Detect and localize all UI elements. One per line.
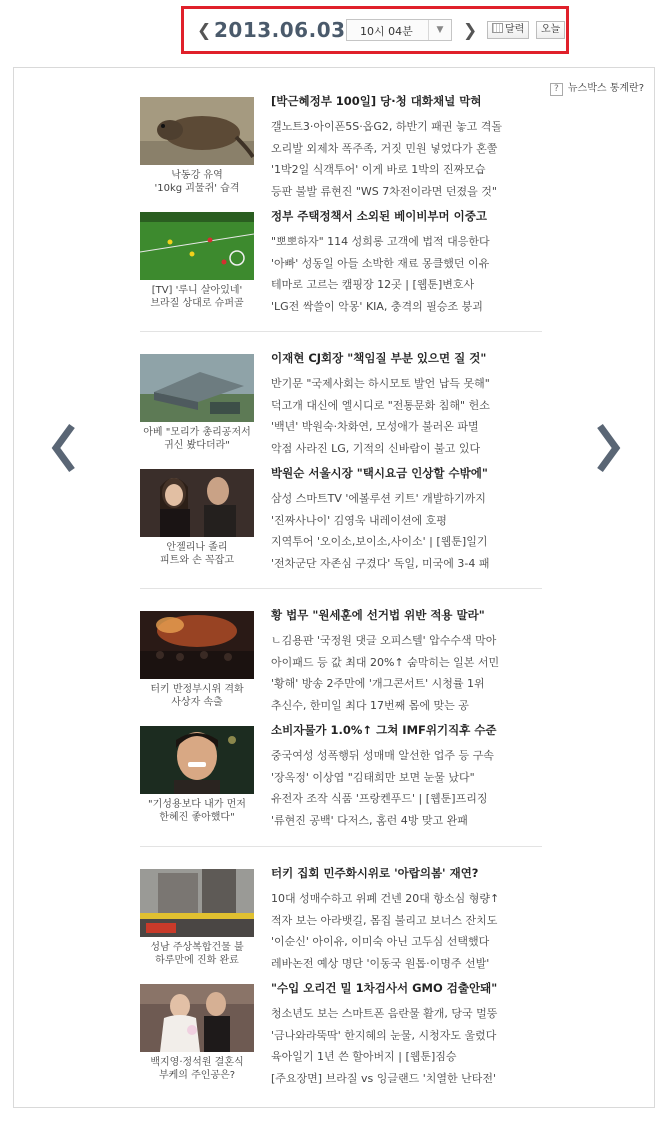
news-link-list	[271, 1003, 546, 1089]
news-link[interactable]: 청소년도 보는 스마트폰 음란물 활개, 당국 멀뚱	[271, 1007, 498, 1020]
news-link[interactable]: 덕고개 대신에 엘시디로 "전통문화 침해" 헌소	[271, 398, 490, 412]
time-select-value: 10시 04분	[360, 25, 413, 38]
stats-help-label: 뉴스박스 통계란?	[567, 83, 644, 94]
headline-link[interactable]: "수입 오리건 밀 1차검사서 GMO 검출안돼"	[271, 981, 498, 995]
news-link[interactable]: 레바논전 예상 명단 '이동국 원톱·이명주 선발'	[271, 956, 490, 970]
thumb-caption[interactable]: 백지영·정석원 결혼식 부케의 주인공은?	[150, 1057, 244, 1081]
chevron-down-icon[interactable]: ▼	[428, 20, 451, 40]
thumb-caption[interactable]: 안젤리나 졸리 피트와 손 꼭잡고	[160, 542, 234, 566]
news-link[interactable]: '백년' 박원숙·차화연, 모성애가 불러온 파멸	[271, 420, 479, 433]
news-link-list	[271, 888, 546, 974]
headline-link[interactable]: [박근혜정부 100일] 당·청 대화채널 막혀	[271, 94, 482, 108]
news-link[interactable]: 삼성 스마트TV '에볼루션 키트' 개발하기까지	[271, 492, 486, 505]
thumb-caption[interactable]: 낙동강 유역 '10kg 괴물쥐' 습격	[154, 170, 240, 194]
news-link[interactable]: 추신수, 한미일 최다 17번째 몸에 맞는 공	[271, 698, 469, 712]
headline-link[interactable]: 박원순 서울시장 "택시요금 인상할 수밖에"	[271, 466, 488, 480]
news-link[interactable]: "뽀뽀하자" 114 성희롱 고객에 법적 대응한다	[271, 235, 490, 248]
news-link[interactable]: 육아일기 1년 쓴 할아버지 | [웹툰]짐승	[271, 1050, 457, 1063]
news-item	[140, 608, 542, 721]
news-link[interactable]: 10대 성매수하고 위폐 건넨 20대 항소심 형량↑	[271, 892, 500, 905]
celebrity-photo[interactable]	[140, 469, 254, 537]
help-icon: ?	[550, 83, 563, 96]
thumb-caption[interactable]: [TV] '루니 살아있네' 브라질 상대로 슈퍼골	[150, 285, 244, 309]
building-photo[interactable]	[140, 354, 254, 422]
news-link[interactable]: '장옥정' 이상엽 "김태희만 보면 눈물 났다"	[271, 770, 475, 784]
news-link[interactable]: '아빠' 성동일 아들 소박한 재료 몽클했던 이유	[271, 256, 490, 270]
news-link[interactable]: '류현진 공백' 다저스, 홈런 4방 맞고 완패	[271, 813, 468, 827]
calendar-icon	[492, 23, 503, 33]
previous-page-arrow-icon[interactable]	[50, 422, 78, 474]
news-item	[140, 981, 542, 1094]
news-link-list	[271, 116, 546, 202]
headline-link[interactable]: 소비자물가 1.0%↑ 그쳐 IMF위기직후 수준	[271, 723, 497, 737]
fire-building-photo[interactable]	[140, 869, 254, 937]
news-link[interactable]: 오리발 외제차 폭주족, 거짓 민원 넣었다가 혼쭐	[271, 141, 498, 155]
news-link[interactable]: 테마로 고르는 캠핑장 12곳 | [웹툰]변호사	[271, 278, 475, 291]
soccer-photo[interactable]	[140, 212, 254, 280]
headline-link[interactable]: 정부 주택정책서 소외된 베이비부머 이중고	[271, 209, 487, 223]
news-link[interactable]: '진짜사나이' 김영욱 내레이션에 호평	[271, 513, 447, 527]
news-link[interactable]: 유전자 조작 식품 '프랑켄푸드' | [웹툰]프리징	[271, 792, 488, 805]
group-divider	[140, 331, 542, 332]
news-link[interactable]: '금나와라뚝딱' 한지혜의 눈물, 시청자도 울렸다	[271, 1028, 497, 1042]
news-link[interactable]: '전차군단 자존심 구겼다' 독일, 미국에 3-4 패	[271, 556, 490, 570]
today-button[interactable]: 오늘	[536, 21, 565, 39]
news-item	[140, 94, 542, 207]
date-navigation-bar	[181, 6, 569, 54]
news-item	[140, 866, 542, 979]
news-link-list	[271, 231, 546, 317]
calendar-button[interactable]	[487, 21, 529, 39]
wedding-photo[interactable]	[140, 984, 254, 1052]
thumb-caption[interactable]: "기성용보다 내가 먼저 한혜진 좋아했다"	[148, 799, 246, 823]
news-item	[140, 466, 542, 579]
news-link[interactable]: 지역투어 '오이소,보이소,사이소' | [웹툰]일기	[271, 535, 488, 548]
news-link[interactable]: ㄴ김용판 '국정원 댓글 오피스텔' 압수수색 막아	[271, 634, 497, 647]
news-link[interactable]: 'LG전 싹쓸이 악몽' KIA, 충격의 필승조 붕괴	[271, 299, 483, 313]
time-select[interactable]	[346, 19, 452, 41]
thumb-caption[interactable]: 아베 "모리가 총리공저서 귀신 봤다더라"	[143, 427, 251, 451]
headline-link[interactable]: 황 법무 "원세훈에 선거법 위반 적용 말라"	[271, 608, 485, 622]
news-link-list	[271, 745, 546, 831]
news-link[interactable]: '1박2일 식객투어' 이게 바로 1박의 진짜모습	[271, 163, 486, 176]
smiling-man-photo[interactable]	[140, 726, 254, 794]
news-link[interactable]: 반기문 "국제사회는 하시모토 발언 납득 못해"	[271, 377, 490, 390]
next-page-arrow-icon[interactable]	[594, 422, 622, 474]
news-link[interactable]: 등판 불발 류현진 "WS 7차전이라면 던졌을 것"	[271, 184, 497, 198]
current-date: 2013.06.03	[214, 18, 346, 42]
news-item	[140, 723, 542, 836]
thumb-caption[interactable]: 성남 주상복합건물 불 하루만에 진화 완료	[150, 942, 244, 966]
news-link-list	[271, 488, 546, 574]
thumb-caption[interactable]: 터키 반정부시위 격화 사상자 속출	[150, 684, 244, 708]
news-item	[140, 209, 542, 322]
news-link[interactable]: 아이패드 등 값 최대 20%↑ 숨막히는 일본 서민	[271, 655, 500, 669]
news-link[interactable]: '이순신' 아이유, 이미숙 아닌 고두심 선택했다	[271, 935, 490, 948]
nutria-photo[interactable]	[140, 97, 254, 165]
newsbox-panel	[13, 67, 655, 1108]
news-link[interactable]: 갤노트3·아이폰5S·옵G2, 하반기 패권 놓고 격돌	[271, 120, 502, 133]
news-link[interactable]: 악점 사라진 LG, 기적의 신바람이 불고 있다	[271, 441, 481, 455]
news-link[interactable]: [주요장면] 브라질 vs 잉글랜드 '치열한 난타전'	[271, 1071, 496, 1085]
group-divider	[140, 846, 542, 847]
news-item	[140, 351, 542, 464]
chevron-left-icon[interactable]: ❮	[197, 21, 212, 41]
news-link[interactable]: 중국여성 성폭행뒤 성매매 알선한 업주 등 구속	[271, 749, 494, 762]
news-link[interactable]: 적자 보는 아라뱃길, 몸집 불리고 보너스 잔치도	[271, 913, 498, 927]
news-link[interactable]: '황해' 방송 2주만에 '개그콘서트' 시청률 1위	[271, 677, 485, 690]
protest-photo[interactable]	[140, 611, 254, 679]
stats-help-link[interactable]	[550, 79, 644, 96]
group-divider	[140, 588, 542, 589]
chevron-right-icon[interactable]: ❯	[463, 21, 478, 41]
calendar-button-label: 달력	[505, 24, 525, 35]
headline-link[interactable]: 터키 집회 민주화시위로 '아랍의봄' 재연?	[271, 866, 479, 880]
news-link-list	[271, 630, 546, 716]
headline-link[interactable]: 이재현 CJ회장 "책임질 부분 있으면 질 것"	[271, 351, 487, 365]
news-link-list	[271, 373, 546, 459]
